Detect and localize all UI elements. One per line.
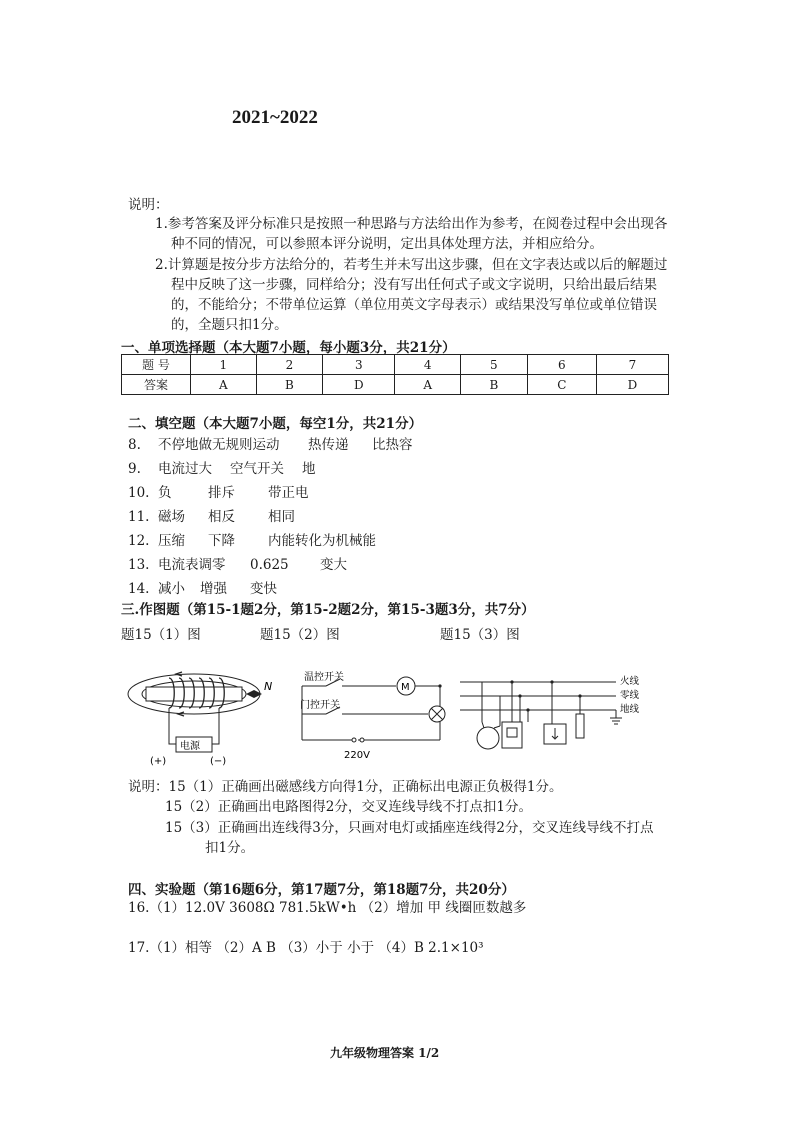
junction-dot <box>518 694 521 697</box>
figure-label: 题15（3）图 <box>440 627 520 643</box>
table-cell: 3 <box>323 355 395 375</box>
fill-answer-list <box>128 433 413 601</box>
table-cell: D <box>323 375 395 395</box>
junction-dot <box>578 694 581 697</box>
answer-blank: 相反 <box>208 509 235 525</box>
junction-dot <box>526 708 529 711</box>
section3-note: 扣1分。 <box>205 840 255 856</box>
table-cell: B <box>461 375 528 395</box>
list-item <box>128 505 413 529</box>
negative-terminal-label: (−) <box>210 756 227 767</box>
junction-dot <box>550 680 553 683</box>
note-line: 程中反映了这一步骤，同样给分；没有写出任何式子或文字说明，只给出最后结果 <box>171 277 657 293</box>
connection-wire <box>482 682 580 726</box>
table-row <box>122 355 669 375</box>
switch-label: 温控开关 <box>304 672 344 683</box>
figure-label: 题15（2）图 <box>260 627 340 643</box>
circuit-wire <box>302 686 440 740</box>
section1-heading: 一、单项选择题（本大题7小题，每小题3分，共21分） <box>121 340 456 356</box>
notes-heading: 说明： <box>128 197 169 213</box>
answer-line: 16.（1）12.0V 3608Ω 781.5kW•h （2）增加 甲 线圈匝数越多 <box>128 900 527 916</box>
answer-line: 17.（1）相等 （2）A B （3）小于 小于 （4）B 2.1×10³ <box>128 940 484 956</box>
positive-terminal-label: (+) <box>150 756 167 767</box>
voltage-label: 220V <box>344 750 370 761</box>
live-wire-label: 火线 <box>620 676 640 687</box>
table-cell: A <box>395 375 461 395</box>
answer-blank: 电流过大 <box>158 461 212 477</box>
answer-blank: 带正电 <box>268 485 309 501</box>
motor-label: M <box>401 682 410 693</box>
answer-blank: 排斥 <box>208 485 235 501</box>
item-number: 12. <box>128 533 150 549</box>
table-cell: 1 <box>191 355 257 375</box>
terminal <box>360 738 364 742</box>
household-wiring-figure <box>460 670 656 770</box>
item-number: 11. <box>128 509 150 525</box>
answer-blank: 下降 <box>208 533 235 549</box>
table-cell: 7 <box>596 355 668 375</box>
page-footer: 九年级物理答案 1/2 <box>330 1046 440 1060</box>
circuit-figure <box>296 666 460 764</box>
answer-blank: 不停地做无规则运动 <box>158 437 280 453</box>
fuse-icon <box>576 714 584 738</box>
answer-table <box>121 354 669 395</box>
section3-note: 15（3）正确画出连线得3分，只画对电灯或插座连线得2分，交叉连线导线不打点 <box>165 820 654 836</box>
list-item <box>128 433 413 457</box>
table-header-cell: 答案 <box>122 375 191 395</box>
list-item <box>128 529 413 553</box>
table-cell: 5 <box>461 355 528 375</box>
answer-blank: 增强 <box>200 581 227 597</box>
answer-blank: 0.625 <box>250 557 289 573</box>
solenoid-figure <box>124 660 292 772</box>
table-header-cell: 题 号 <box>122 355 191 375</box>
list-item <box>128 553 413 577</box>
answer-blank: 变快 <box>250 581 277 597</box>
table-row <box>122 375 669 395</box>
neutral-wire-label: 零线 <box>620 690 640 701</box>
note-line: 1.参考答案及评分标准只是按照一种思路与方法给出作为参考，在阅卷过程中会出现各 <box>155 216 668 232</box>
answer-blank: 空气开关 <box>230 461 284 477</box>
switch-icon <box>507 728 517 737</box>
list-item <box>128 457 413 481</box>
terminal <box>352 738 356 742</box>
answer-blank: 相同 <box>268 509 295 525</box>
table-cell: B <box>256 375 323 395</box>
item-number: 8. <box>128 437 141 453</box>
section3-heading: 三.作图题（第15-1题2分，第15-2题2分，第15-3题3分，共7分） <box>121 602 535 618</box>
figure-label: 题15（1）图 <box>121 627 201 643</box>
table-cell: C <box>527 375 596 395</box>
answer-blank: 磁场 <box>158 509 185 525</box>
answer-blank: 变大 <box>320 557 347 573</box>
item-number: 14. <box>128 581 150 597</box>
note-line: 种不同的情况，可以参照本评分说明，定出具体处理方法，并相应给分。 <box>171 236 603 252</box>
section2-heading: 二、填空题（本大题7小题，每空1分，共21分） <box>128 416 423 432</box>
note-line: 的，全题只扣1分。 <box>171 317 288 333</box>
table-cell: A <box>191 375 257 395</box>
note-line: 2.计算题是按分步方法给分的，若考生并未写出这步骤，但在文字表达或以后的解题过 <box>155 257 668 273</box>
table-cell: 4 <box>395 355 461 375</box>
section3-note: 说明：15（1）正确画出磁感线方向得1分，正确标出电源正负极得1分。 <box>128 779 563 795</box>
switch-label: 门控开关 <box>300 700 340 711</box>
table-cell: 2 <box>256 355 323 375</box>
answer-blank: 减小 <box>158 581 185 597</box>
n-pole-label: N <box>264 680 273 693</box>
bulb-icon <box>477 727 499 749</box>
answer-blank: 压缩 <box>158 533 185 549</box>
item-number: 9. <box>128 461 141 477</box>
ground-wire-label: 地线 <box>620 704 640 715</box>
section4-heading: 四、实验题（第16题6分，第17题7分，第18题7分，共20分） <box>128 882 515 898</box>
answer-blank: 比热容 <box>372 437 413 453</box>
junction-dot <box>510 680 513 683</box>
table-cell: 6 <box>527 355 596 375</box>
junction-dot <box>438 684 441 687</box>
answer-blank: 负 <box>158 485 172 501</box>
section3-note: 15（2）正确画出电路图得2分，交叉连线导线不打点扣1分。 <box>165 799 532 815</box>
answer-blank: 地 <box>302 461 316 477</box>
item-number: 10. <box>128 485 150 501</box>
table-cell: D <box>596 375 668 395</box>
power-source-label: 电源 <box>180 741 200 752</box>
note-line: 的，不能给分；不带单位运算（单位用英文字母表示）或结果没写单位或单位错误 <box>171 297 657 313</box>
list-item <box>128 481 413 505</box>
answer-blank: 内能转化为机械能 <box>268 533 376 549</box>
answer-blank: 电流表调零 <box>158 557 226 573</box>
page-title: 2021~2022 <box>232 107 318 128</box>
item-number: 13. <box>128 557 150 573</box>
answer-blank: 热传递 <box>308 437 349 453</box>
